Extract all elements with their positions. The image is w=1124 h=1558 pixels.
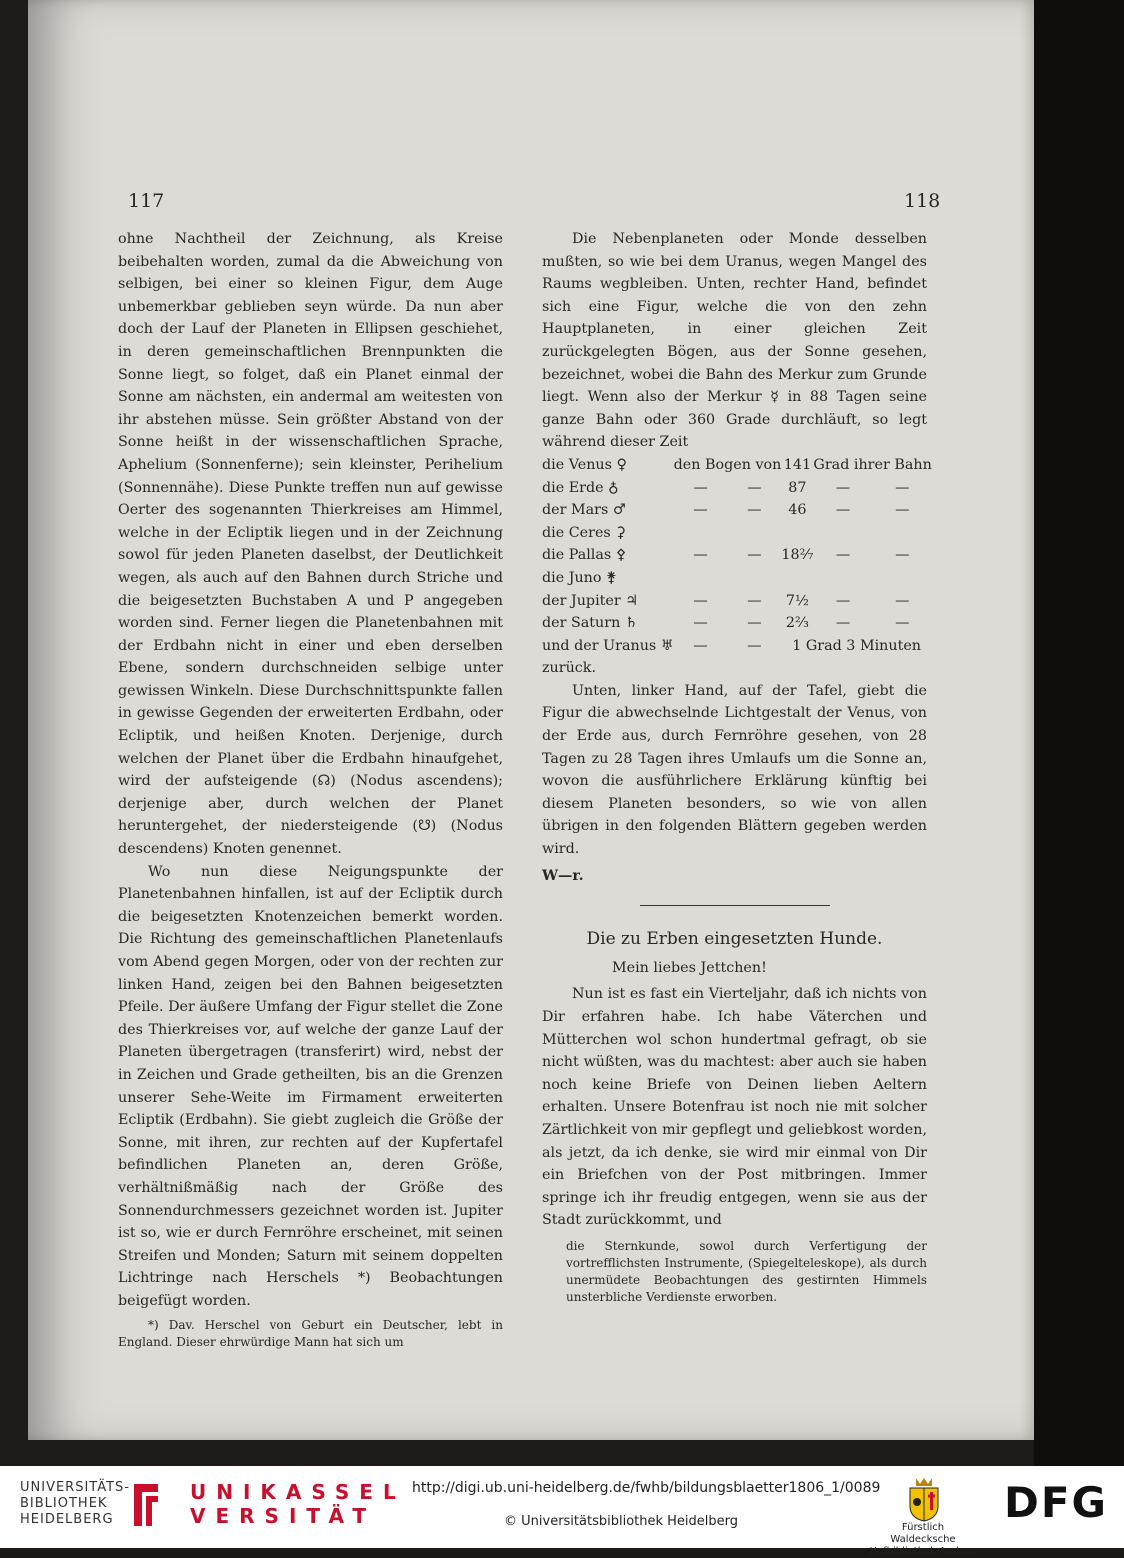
dash — [813, 522, 872, 545]
arc-value — [781, 522, 813, 545]
dash: — — [693, 637, 708, 654]
section-divider — [640, 905, 830, 906]
right-paragraph-1: Die Nebenplaneten oder Monde desselben mußten, so wie bei dem Uranus, wegen Mangel des Raums wegbleiben. Unten, rechter Hand, befindet sich eine Figur, welche die von den zehn Hauptplaneten, in einer gleichen Zeit zurückgelegten Bögen, aus der Sonne gesehen, bezeichnet, wobei die Bahn des Merkur zum Grunde liegt. Wenn also der Merkur ☿ in 88 Tagen seine ganze Bahn oder 360 Grade durchläuft, so legt während dieser Zeit — [542, 231, 927, 451]
dash: — — [747, 592, 762, 609]
article-title: Die zu Erben eingesetzten Hunde. — [586, 929, 883, 950]
scan-edge — [1034, 0, 1124, 1466]
table-row — [542, 635, 932, 658]
left-paragraph-2: Wo nun diese Neigungspunkte der Planetenbahnen hinfallen, ist auf der Ecliptik durch die beigesetzten Knotenzeichen bemerkt worden. Die Richtung des gemeinschaftlichen Planetenlaufs vom Abend gegen Morgen, oder von der rechten zur linken Hand, zeigen bei den Bahnen beigesetzten Pfeile. Der äußere Umfang der Figur stellet die Zone des Thierkreises vor, auf welche der ganze Lauf der Planeten übergetragen (transferirt) wird, nebst der in Zeichen und Grade getheilten, bis an die Grenzen unserer Sehe-Weite im Firmament erweiterten Ecliptik (Erdbahn). Sie giebt zugleich die Größe der Sonne, mit ihren, zur rechten auf der Kupfertafel befindlichen Planeten an, deren Größe, verhältnißmäßig nach der Größe des Sonnendurchmessers gezeichnet worden ist. Jupiter ist so, wie er durch Fernröhre erscheinet, mit seinen Streifen und Monden; Saturn mit seinem doppelten Lichtringe nach Herschels *) Beobachtungen beigefügt worden. — [118, 863, 503, 1309]
dash: — — [835, 592, 851, 609]
dash — [728, 522, 782, 545]
table-row — [542, 544, 932, 567]
uk-line: VERSITÄT — [190, 1504, 377, 1528]
planet-name: der Mars ♂ — [542, 502, 626, 519]
left-paragraph-1: ohne Nachtheil der Zeichnung, als Kreise beibehalten worden, zumal da die Abweichung von selbigen, bei einer so kleinen Figur, dem Auge unbemerkbar geblieben seyn würde. Da nun aber doch der Lauf der Planeten in Ellipsen geschiehet, in deren gemeinschaftlichen Brennpunkten die Sonne liegt, so folget, daß ein Planet einmal der Sonne am nächsten, ein andermal am weitesten von ihr abstehen müsse. Sein größter Abstand von der Sonne heißt in der wissenschaftlichen Sprache, Aphelium (Sonnenferne); sein kleinster, Perihelium (Sonnennähe). Diese Punkte treffen nun auf gewisse Oerter des sogenannten Thierkreises am Himmel, welche in der Ecliptik liegen und in der Zeichnung sowol für jeden Planeten daselbst, der Deutlichkeit wegen, als auch auf den Bahnen durch Striche und die beigesetzten Buchstaben A und P angegeben worden sind. Ferner liegen die Planetenbahnen mit der Erdbahn nicht in einer und eben derselben Ebene, sondern durchschneiden selbige unter gewissen Winkeln. Diese Durchschnittspunkte fallen in gewisse Gegenden der erweiterten Erdbahn, oder Ecliptik, und heißen Knoten. Derjenige, durch welchen der Planet über die Erdbahn hinaufgehet, wird der aufsteigende (☊) (Nodus ascendens); derjenige aber, durch welchen der Planet heruntergehet, der niedersteigende (☋) (Nodus descendens) Knoten genennet. — [118, 231, 503, 858]
waldeck-line: Hofbibliothek Arolsen — [869, 1546, 977, 1557]
arc-value: 18²⁄₇ — [781, 547, 814, 564]
right-footnote: die Sternkunde, sowol durch Verfertigung der vortrefflichsten Instrumente, (Spiegelteleskope), als durch unermüdete Beobachtungen des gestirnten Himmels unsterbliche Verdienste erworben. — [566, 1238, 927, 1304]
table-row — [542, 567, 932, 590]
table-row — [542, 590, 932, 613]
footer-bar — [0, 1466, 1124, 1557]
arc-value: 2⅔ — [785, 615, 809, 632]
waldeck-line: Fürstlich Waldecksche — [890, 1522, 956, 1545]
planet-name: die Ceres ⚳ — [542, 524, 626, 541]
planet-name: die Juno ⚵ — [542, 569, 617, 586]
signature: W—r. — [542, 867, 584, 884]
planet-name: der Saturn ♄ — [542, 615, 638, 632]
dash: — — [693, 592, 708, 609]
dash: — — [747, 479, 762, 496]
right-column — [542, 228, 932, 1306]
dash: — — [693, 547, 708, 564]
planet-arc-table — [542, 454, 932, 657]
dash: — — [693, 479, 708, 496]
ub-line: BIBLIOTHEK — [20, 1496, 108, 1511]
dash: — — [693, 615, 708, 632]
dash: — — [693, 502, 708, 519]
dash: — — [747, 615, 762, 632]
waldeck-library-label — [868, 1522, 978, 1558]
page-number-right: 118 — [904, 190, 941, 212]
dash: — — [895, 502, 910, 519]
page-number-left: 117 — [128, 190, 165, 212]
dash: — — [895, 547, 910, 564]
table-row — [542, 612, 932, 635]
arc-value: 46 — [788, 502, 807, 519]
waldeck-crest-icon — [904, 1476, 944, 1522]
dash: — — [895, 615, 910, 632]
dash — [873, 522, 932, 545]
right-paragraph-2: Unten, linker Hand, auf der Tafel, giebt die Figur die abwechselnde Lichtgestalt der Venus, von der Erde aus, durch Fernröhre gesehen, von 28 Tagen zu 28 Tagen ihres Umlaufs um die Sonne an, wovon die ausführlichere Erklärung künftig bei diesem Planeten besonders, so wie von allen übrigen in den folgenden Blättern gegeben werden wird. — [542, 682, 927, 858]
ub-line: UNIVERSITÄTS- — [20, 1480, 130, 1495]
dash — [674, 522, 728, 545]
planet-name: die Venus ♀ — [542, 456, 627, 473]
arc-value: 141 — [783, 456, 812, 473]
dash: — — [835, 547, 851, 564]
table-text: Grad ihrer Bahn — [813, 456, 932, 473]
planet-name: und der Uranus ♅ — [542, 637, 674, 654]
arc-value: 7½ — [785, 592, 809, 609]
right-paragraph-3: Nun ist es fast ein Vierteljahr, daß ich nichts von Dir erfahren habe. Ich habe Väterchen und Mütterchen wol schon hundertmal gefragt, ob sie nicht wüßten, was du machtest: aber auch sie haben noch keine Briefe von Deinen lieben Aeltern erhalten. Unsere Botenfrau ist noch nie mit solcher Zärtlichkeit von mir gepflegt und geliebkost worden, als jetzt, da ich denke, sie wird mir einmal von Dir ein Briefchen von der Post mitbringen. Immer springe ich ihr freudig entgegen, wenn sie aus der Stadt zurückkommt, und — [542, 986, 927, 1229]
table-row — [542, 454, 932, 477]
ub-logo-icon — [128, 1480, 164, 1530]
salutation: Mein liebes Jettchen! — [612, 959, 767, 976]
arc-value — [781, 567, 813, 590]
uk-line: UNIKASSEL — [190, 1480, 406, 1504]
dash: — — [835, 479, 851, 496]
dash: — — [835, 615, 851, 632]
table-row — [542, 522, 932, 545]
table-row — [542, 477, 932, 500]
table-tail: zurück. — [542, 660, 596, 677]
ub-heidelberg-logo[interactable] — [20, 1480, 130, 1528]
dash: — — [747, 502, 762, 519]
dash — [728, 567, 782, 590]
dash — [674, 567, 728, 590]
uni-kassel-logo[interactable] — [190, 1480, 406, 1528]
dash: — — [747, 547, 762, 564]
table-text: den Bogen von — [673, 456, 782, 473]
permalink-url[interactable]: http://digi.ub.uni-heidelberg.de/fwhb/bildungsblaetter1806_1/0089 — [412, 1480, 881, 1496]
copyright-text: © Universitätsbibliothek Heidelberg — [504, 1514, 739, 1529]
arc-value: 87 — [788, 479, 807, 496]
dash: — — [747, 637, 762, 654]
dash — [873, 567, 932, 590]
arc-value: 1 Grad 3 Minuten — [792, 637, 921, 654]
planet-name: die Erde ♁ — [542, 479, 619, 496]
left-column — [118, 228, 503, 1351]
table-row — [542, 499, 932, 522]
ub-line: HEIDELBERG — [20, 1512, 114, 1527]
planet-name: der Jupiter ♃ — [542, 592, 639, 609]
left-footnote: *) Dav. Herschel von Geburt ein Deutscher, lebt in England. Dieser ehrwürdige Mann hat sich um — [118, 1317, 503, 1349]
dash: — — [895, 479, 910, 496]
dash — [813, 567, 872, 590]
dash: — — [835, 502, 851, 519]
dash: — — [895, 592, 910, 609]
dfg-logo[interactable]: DFG — [1004, 1478, 1109, 1527]
planet-name: die Pallas ⚴ — [542, 547, 627, 564]
